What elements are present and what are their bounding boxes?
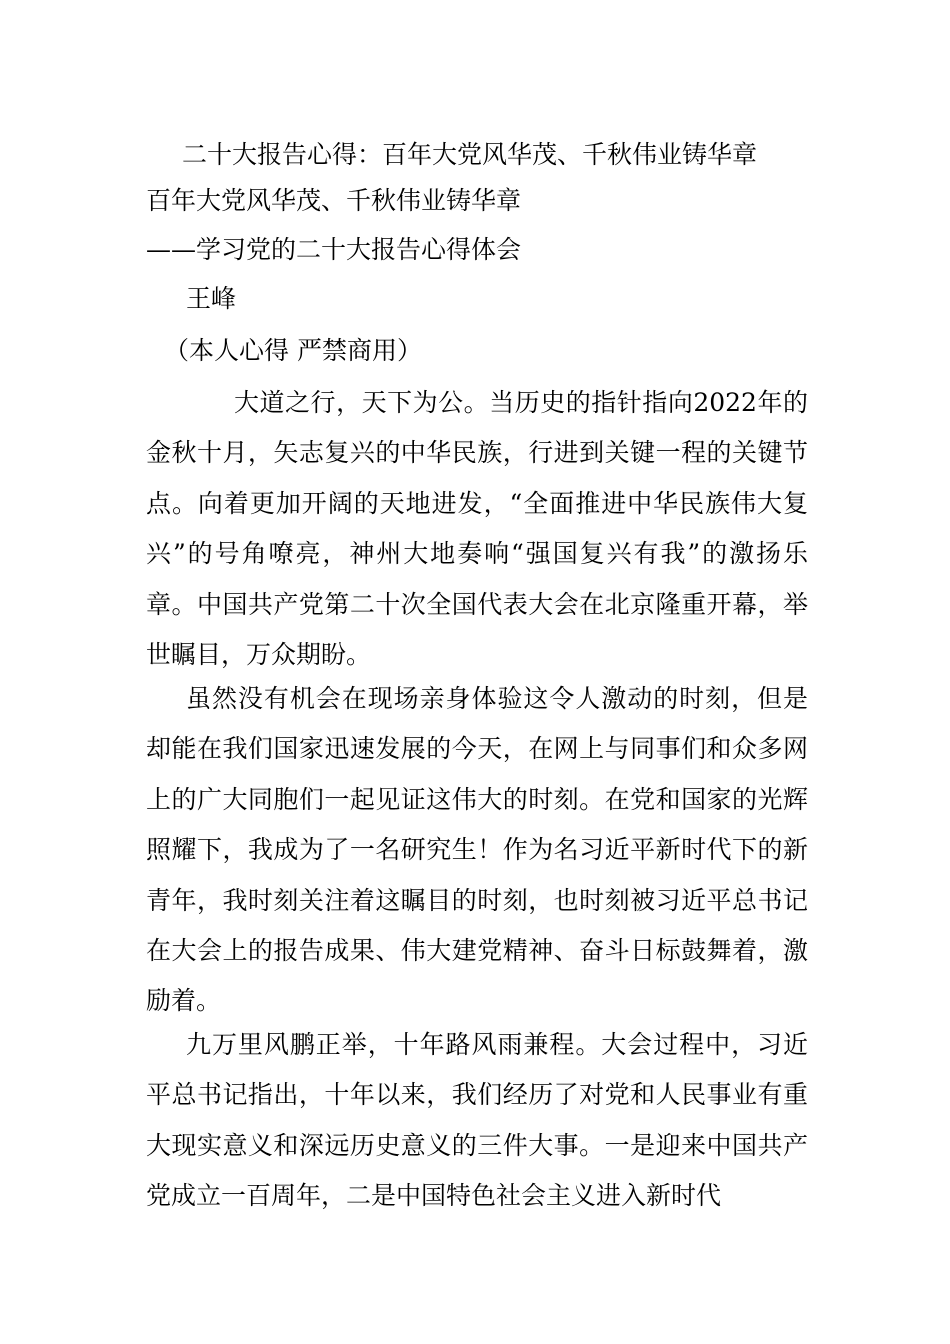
document-subheading: ——学习党的二十大报告心得体会 bbox=[146, 235, 522, 264]
document-title-line: 二十大报告心得：百年大党风华茂、千秋伟业铸华章 bbox=[182, 140, 758, 169]
document-author: 王峰 bbox=[186, 284, 237, 313]
paragraph-3: 九万里风鹏正举，十年路风雨兼程。大会过程中，习近平总书记指出，十年以来，我们经历了对党和人民事业有重大现实意义和深远历史意义的三件大事。一是迎来中国共产党成立一百周年，二是中国特色社会主义进入新时代 bbox=[146, 1030, 808, 1211]
document-heading: 百年大党风华茂、千秋伟业铸华章 bbox=[146, 186, 522, 215]
paragraph-1: 大道之行，天下为公。当历史的指针指向2022年的金秋十月，矢志复兴的中华民族，行进到关键一程的关键节点。向着更加开阔的天地进发，“全面推进中华民族伟大复兴”的号角嘹亮，神州大地奏响“强国复兴有我”的激扬乐章。中国共产党第二十次全国代表大会在北京隆重开幕，举世瞩目，万众期盼。 bbox=[146, 388, 808, 670]
paragraph-2: 虽然没有机会在现场亲身体验这令人激动的时刻，但是却能在我们国家迅速发展的今天，在网上与同事们和众多网上的广大同胞们一起见证这伟大的时刻。在党和国家的光辉照耀下，我成为了一名研究生！作为名习近平新时代下的新青年，我时刻关注着这瞩目的时刻，也时刻被习近平总书记在大会上的报告成果、伟大建党精神、奋斗日标鼓舞着，激励着。 bbox=[146, 684, 808, 1016]
document-note: （本人心得 严禁商用） bbox=[164, 336, 422, 365]
